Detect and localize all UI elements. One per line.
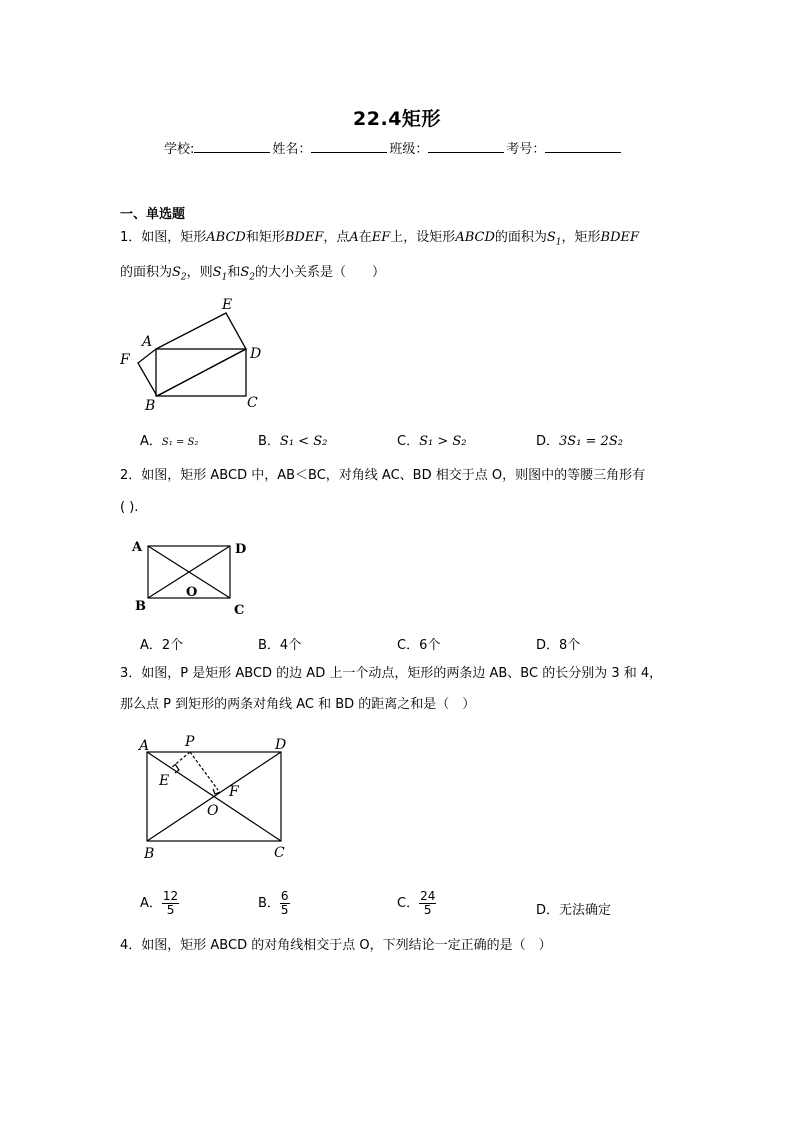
label-B-q3: B [144, 846, 155, 862]
q2-line2: ( ). [120, 500, 139, 515]
q1-option-a[interactable]: A．S₁ = S₂ [140, 434, 199, 449]
perpendicular-pf [190, 752, 218, 790]
label-C-q3: C [274, 845, 285, 861]
q1-line2: 的面积为$S_2$，则$S_1$和$S_2$的大小关系是（ ） [120, 265, 385, 283]
q1-option-d[interactable]: D．3S₁ = 2S₂ [536, 434, 623, 449]
section-heading: 一、单选题 [120, 207, 186, 222]
label-B-q2: B [135, 599, 146, 614]
label-C-q2: C [234, 603, 245, 618]
label-D-q2: D [235, 542, 247, 557]
label-A: A [142, 334, 153, 350]
name-label: 姓名： [272, 142, 312, 157]
q1-option-c[interactable]: C．S₁ > S₂ [397, 434, 467, 449]
label-F: F [120, 352, 130, 368]
q2-option-a[interactable]: A．2个 [140, 638, 184, 653]
label-E-q3: E [159, 773, 170, 789]
label-C: C [247, 395, 258, 411]
school-label: 学校: [164, 142, 195, 157]
class-label: 班级： [389, 142, 429, 157]
label-O-q2: O [186, 585, 198, 600]
q2-option-b[interactable]: B．4个 [258, 638, 302, 653]
q3-line2: 那么点 P 到矩形的两条对角线 AC 和 BD 的距离之和是（ ） [120, 697, 476, 712]
q3-line1: 3．如图，P 是矩形 ABCD 的边 AD 上一个动点，矩形的两条边 AB、BC 的长分别为 3 和 4， [120, 666, 663, 681]
q1-line1: 1．如图，矩形ABCD和矩形BDEF，点A在EF上，设矩形ABCD的面积为$S_1$，矩形BDEF [120, 230, 640, 248]
label-O-q3: O [207, 803, 219, 819]
label-D: D [250, 346, 262, 362]
exam-number-label: 考号： [506, 142, 546, 157]
label-E: E [222, 297, 233, 313]
q2-line1: 2．如图，矩形 ABCD 中，AB＜BC，对角线 AC、BD 相交于点 O，则图中的等腰三角形有 [120, 468, 646, 483]
q2-option-d[interactable]: D．8个 [536, 638, 581, 653]
q3-option-c[interactable]: C． $\frac{24}{5}$ [397, 889, 436, 917]
label-D-q3: D [275, 737, 287, 753]
q3-option-b[interactable]: B． $\frac{6}{5}$ [258, 889, 289, 917]
q1-option-b[interactable]: B．S₁ < S₂ [258, 434, 328, 449]
label-A-q2: A [132, 540, 143, 555]
page-title: 22.4矩形 [353, 108, 441, 130]
q4-line1: 4．如图，矩形 ABCD 的对角线相交于点 O，下列结论一定正确的是（ ） [120, 938, 552, 953]
label-A-q3: A [139, 738, 150, 754]
q3-option-d[interactable]: D．无法确定 [536, 903, 612, 918]
label-B: B [145, 398, 156, 414]
label-F-q3: F [229, 784, 239, 800]
perpendicular-pe [171, 752, 190, 768]
label-P-q3: P [185, 734, 195, 750]
q2-option-c[interactable]: C．6个 [397, 638, 441, 653]
q3-option-a[interactable]: A． $\frac{12}{5}$ [140, 889, 179, 917]
